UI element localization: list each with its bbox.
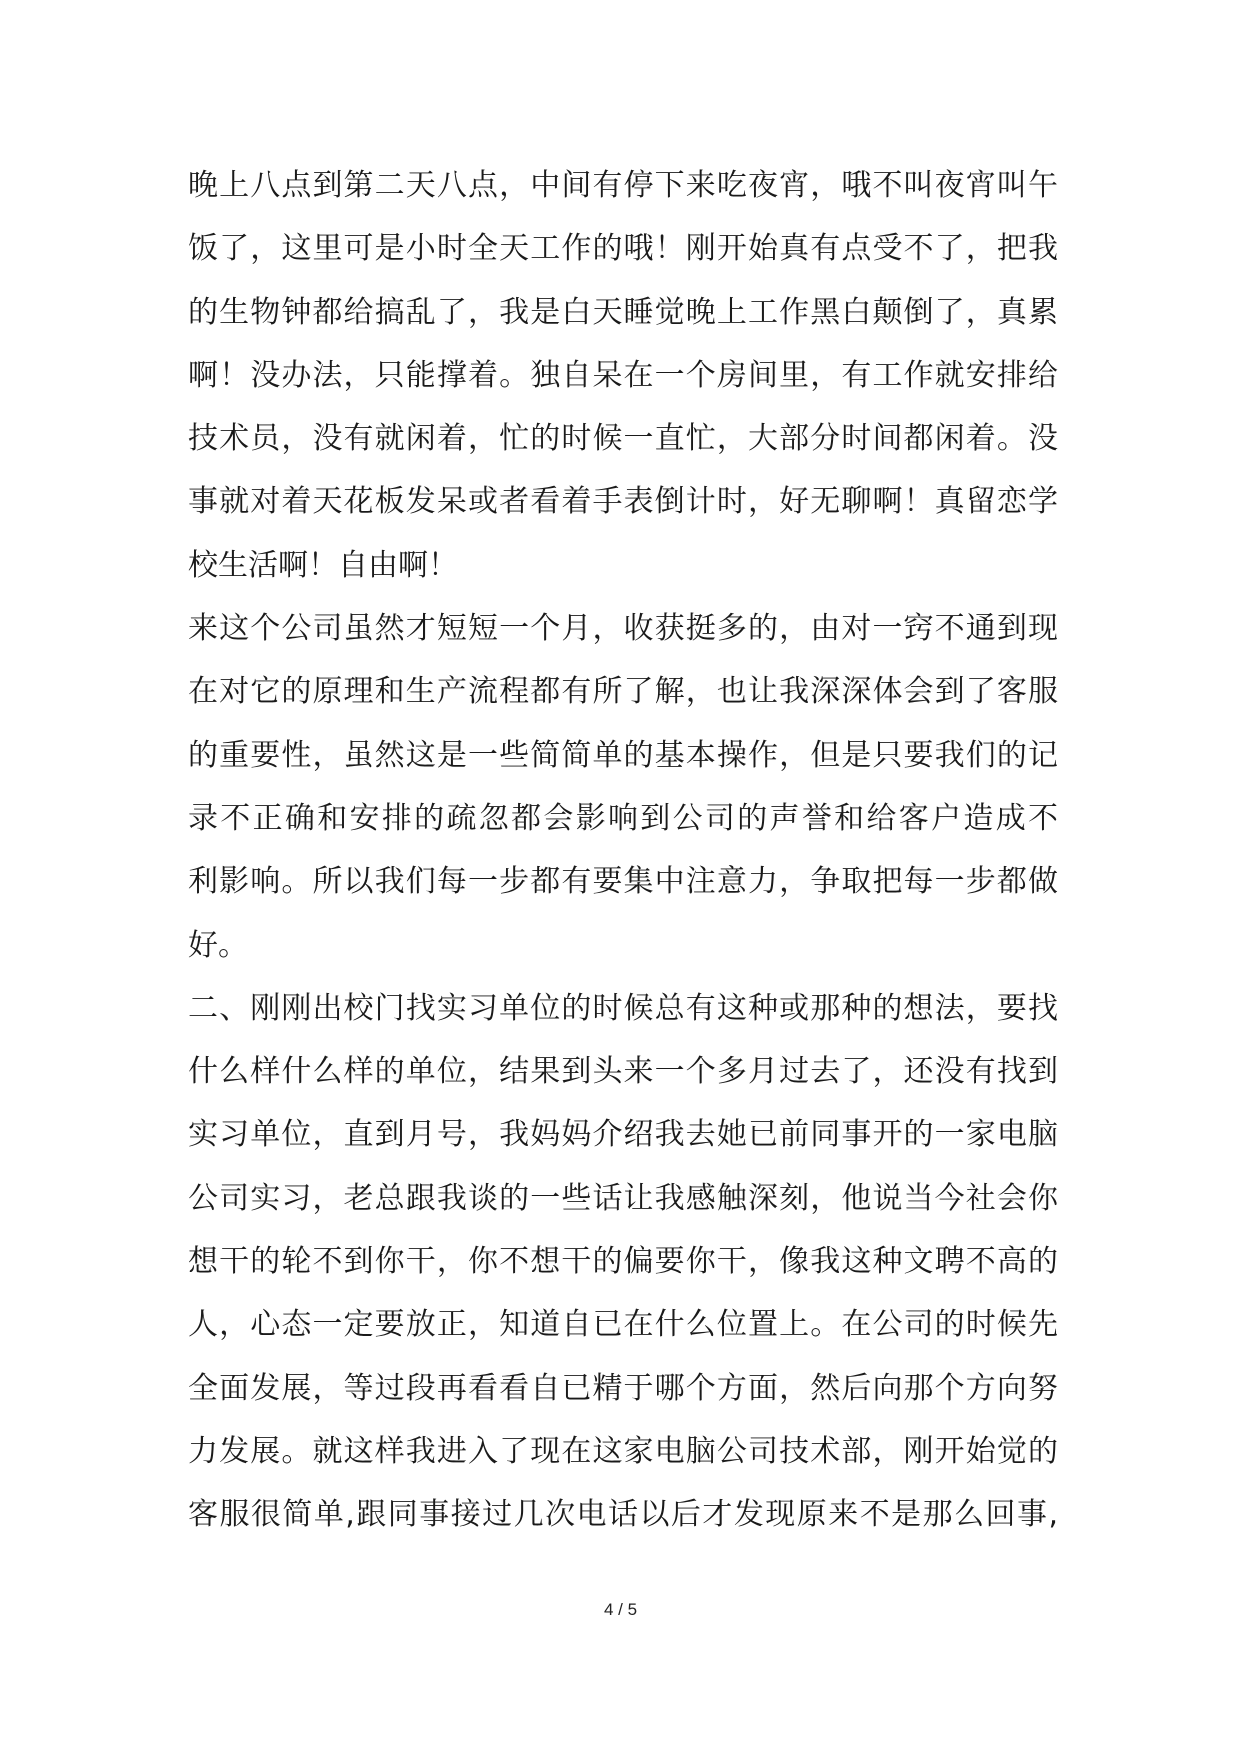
text-line: 晚上八点到第二天八点，中间有停下来吃夜宵，哦不叫夜宵叫午	[188, 168, 1058, 203]
text-line: 公司实习，老总跟我谈的一些话让我感触深刻，他说当今社会你	[188, 1180, 1058, 1216]
text-line: 全面发展，等过段再看看自已精于哪个方面，然后向那个方向努	[188, 1370, 1058, 1406]
text-line: 力发展。就这样我进入了现在这家电脑公司技术部，刚开始觉的	[188, 1433, 1058, 1469]
text-line: 的生物钟都给搞乱了，我是白天睡觉晚上工作黑白颠倒了，真累	[188, 294, 1058, 330]
body-text	[188, 154, 1058, 1547]
page-number: 4 / 5	[603, 1600, 638, 1619]
text-line: 什么样什么样的单位，结果到头来一个多月过去了，还没有找到	[188, 1054, 1058, 1090]
text-line: 技术员，没有就闲着，忙的时候一直忙，大部分时间都闲着。没	[188, 421, 1058, 457]
text-line: 二、刚刚出校门找实习单位的时候总有这种或那种的想法，要找	[188, 990, 1058, 1026]
text-line: 在对它的原理和生产流程都有所了解，也让我深深体会到了客服	[188, 674, 1058, 710]
text-line: 利影响。所以我们每一步都有要集中注意力，争取把每一步都做	[188, 864, 1058, 900]
text-line: 饭了，这里可是小时全天工作的哦！刚开始真有点受不了，把我	[188, 231, 1058, 267]
text-line: 想干的轮不到你干，你不想干的偏要你干，像我这种文聘不高的	[188, 1244, 1058, 1280]
text-line: 事就对着天花板发呆或者看着手表倒计时，好无聊啊！真留恋学	[188, 484, 1058, 520]
text-line: 录不正确和安排的疏忽都会影响到公司的声誉和给客户造成不	[188, 800, 1058, 836]
text-line: 啊！没办法，只能撑着。独自呆在一个房间里，有工作就安排给	[188, 357, 1058, 393]
text-line: 客服很简单,跟同事接过几次电话以后才发现原来不是那么回事,	[188, 1497, 1058, 1533]
text-line: 人，心态一定要放正，知道自已在什么位置上。在公司的时候先	[188, 1307, 1058, 1343]
text-line: 来这个公司虽然才短短一个月，收获挺多的，由对一窍不通到现	[188, 611, 1058, 647]
text-line: 的重要性，虽然这是一些简简单的基本操作，但是只要我们的记	[188, 737, 1058, 773]
text-line: 好。	[188, 927, 248, 963]
text-line: 校生活啊！自由啊！	[188, 547, 458, 583]
text-line: 实习单位，直到月号，我妈妈介绍我去她已前同事开的一家电脑	[188, 1117, 1058, 1153]
